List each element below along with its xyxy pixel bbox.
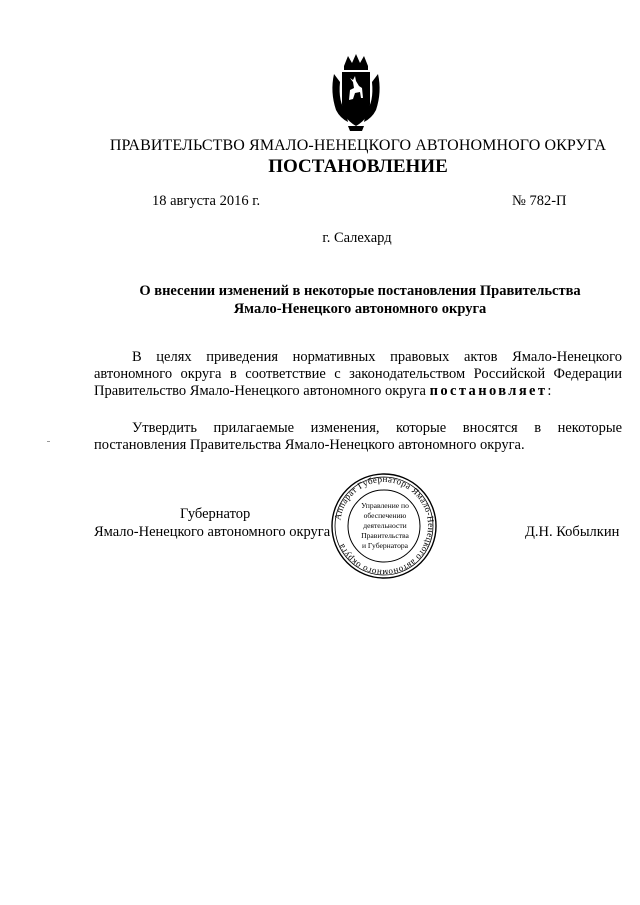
seal-center-line-1: Управление по — [361, 501, 409, 510]
subject-line-2: Ямало-Ненецкого автономного округа — [233, 301, 487, 317]
document-subject — [100, 282, 620, 318]
official-seal-icon — [330, 472, 438, 580]
coat-of-arms-icon — [328, 52, 384, 132]
document-city: г. Салехард — [322, 230, 392, 246]
paragraph-1-end: : — [547, 383, 552, 399]
subject-line-1: О внесении изменений в некоторые постановления Правительства — [139, 283, 581, 299]
document-number: № 782-П — [512, 193, 567, 209]
document-date: 18 августа 2016 г. — [152, 193, 261, 209]
paragraph-1-text: В целях приведения нормативных правовых актов Ямало-Ненецкого автономного округа в соответствие с законодательством Российской Федерации Правительство Ямало-Ненецкого автономного округа — [94, 349, 622, 399]
seal-ring-text: Аппарат Губернатора Ямало-Ненецкого автономного округа — [332, 473, 437, 579]
signature-title-line-1: Губернатор — [180, 506, 251, 522]
margin-mark — [47, 441, 50, 442]
body-paragraph-2 — [94, 420, 622, 454]
seal-center-line-4: Правительства — [361, 531, 409, 540]
body-paragraph-1 — [94, 349, 622, 400]
document-type-title: ПОСТАНОВЛЕНИЕ — [268, 156, 448, 177]
signatory-name: Д.Н. Кобылкин — [525, 524, 620, 540]
government-name: ПРАВИТЕЛЬСТВО ЯМАЛО-НЕНЕЦКОГО АВТОНОМНОГО ОКРУГА — [109, 137, 607, 154]
resolves-keyword: постановляет — [429, 383, 548, 399]
seal-center-line-3: деятельности — [363, 521, 407, 530]
seal-center-line-5: и Губернатора — [361, 541, 409, 550]
signature-title-line-2: Ямало-Ненецкого автономного округа — [94, 524, 331, 540]
paragraph-2-text: Утвердить прилагаемые изменения, которые вносятся в некоторые постановления Правительства Ямало-Ненецкого автономного округа. — [94, 420, 622, 453]
seal-center-line-2: обеспечению — [363, 511, 407, 520]
